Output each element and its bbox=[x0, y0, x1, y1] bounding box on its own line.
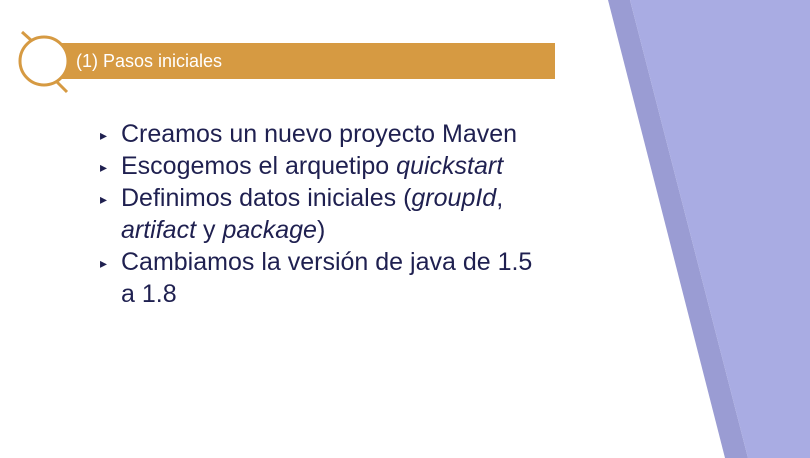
bullet-item bbox=[100, 150, 540, 182]
bullet-item bbox=[100, 118, 540, 150]
bullet-italic-term: package bbox=[222, 216, 317, 244]
bullet-italic-term: groupId bbox=[411, 184, 497, 212]
bullet-text: Cambiamos la versión de java de 1.5 a 1.8 bbox=[121, 248, 533, 308]
bullet-text: Creamos un nuevo proyecto Maven bbox=[121, 120, 518, 148]
slide-title: (1) Pasos iniciales bbox=[76, 51, 223, 71]
bullet-marker: ▸ bbox=[100, 159, 108, 175]
bullet-text: Definimos datos iniciales ( bbox=[121, 184, 412, 212]
bullet-marker: ▸ bbox=[100, 127, 108, 143]
bullet-separator: , bbox=[496, 184, 504, 212]
bullet-italic-term: quickstart bbox=[396, 152, 504, 180]
bullet-text: Escogemos el arquetipo bbox=[121, 152, 397, 180]
bullet-list bbox=[100, 118, 540, 310]
bullet-item bbox=[100, 246, 540, 310]
bullet-item bbox=[100, 182, 540, 246]
bullet-text: ) bbox=[316, 216, 326, 244]
bullet-marker: ▸ bbox=[100, 191, 108, 207]
bullet-separator: y bbox=[196, 216, 223, 244]
bullet-italic-term: artifact bbox=[121, 216, 197, 244]
bullet-marker: ▸ bbox=[100, 255, 108, 271]
